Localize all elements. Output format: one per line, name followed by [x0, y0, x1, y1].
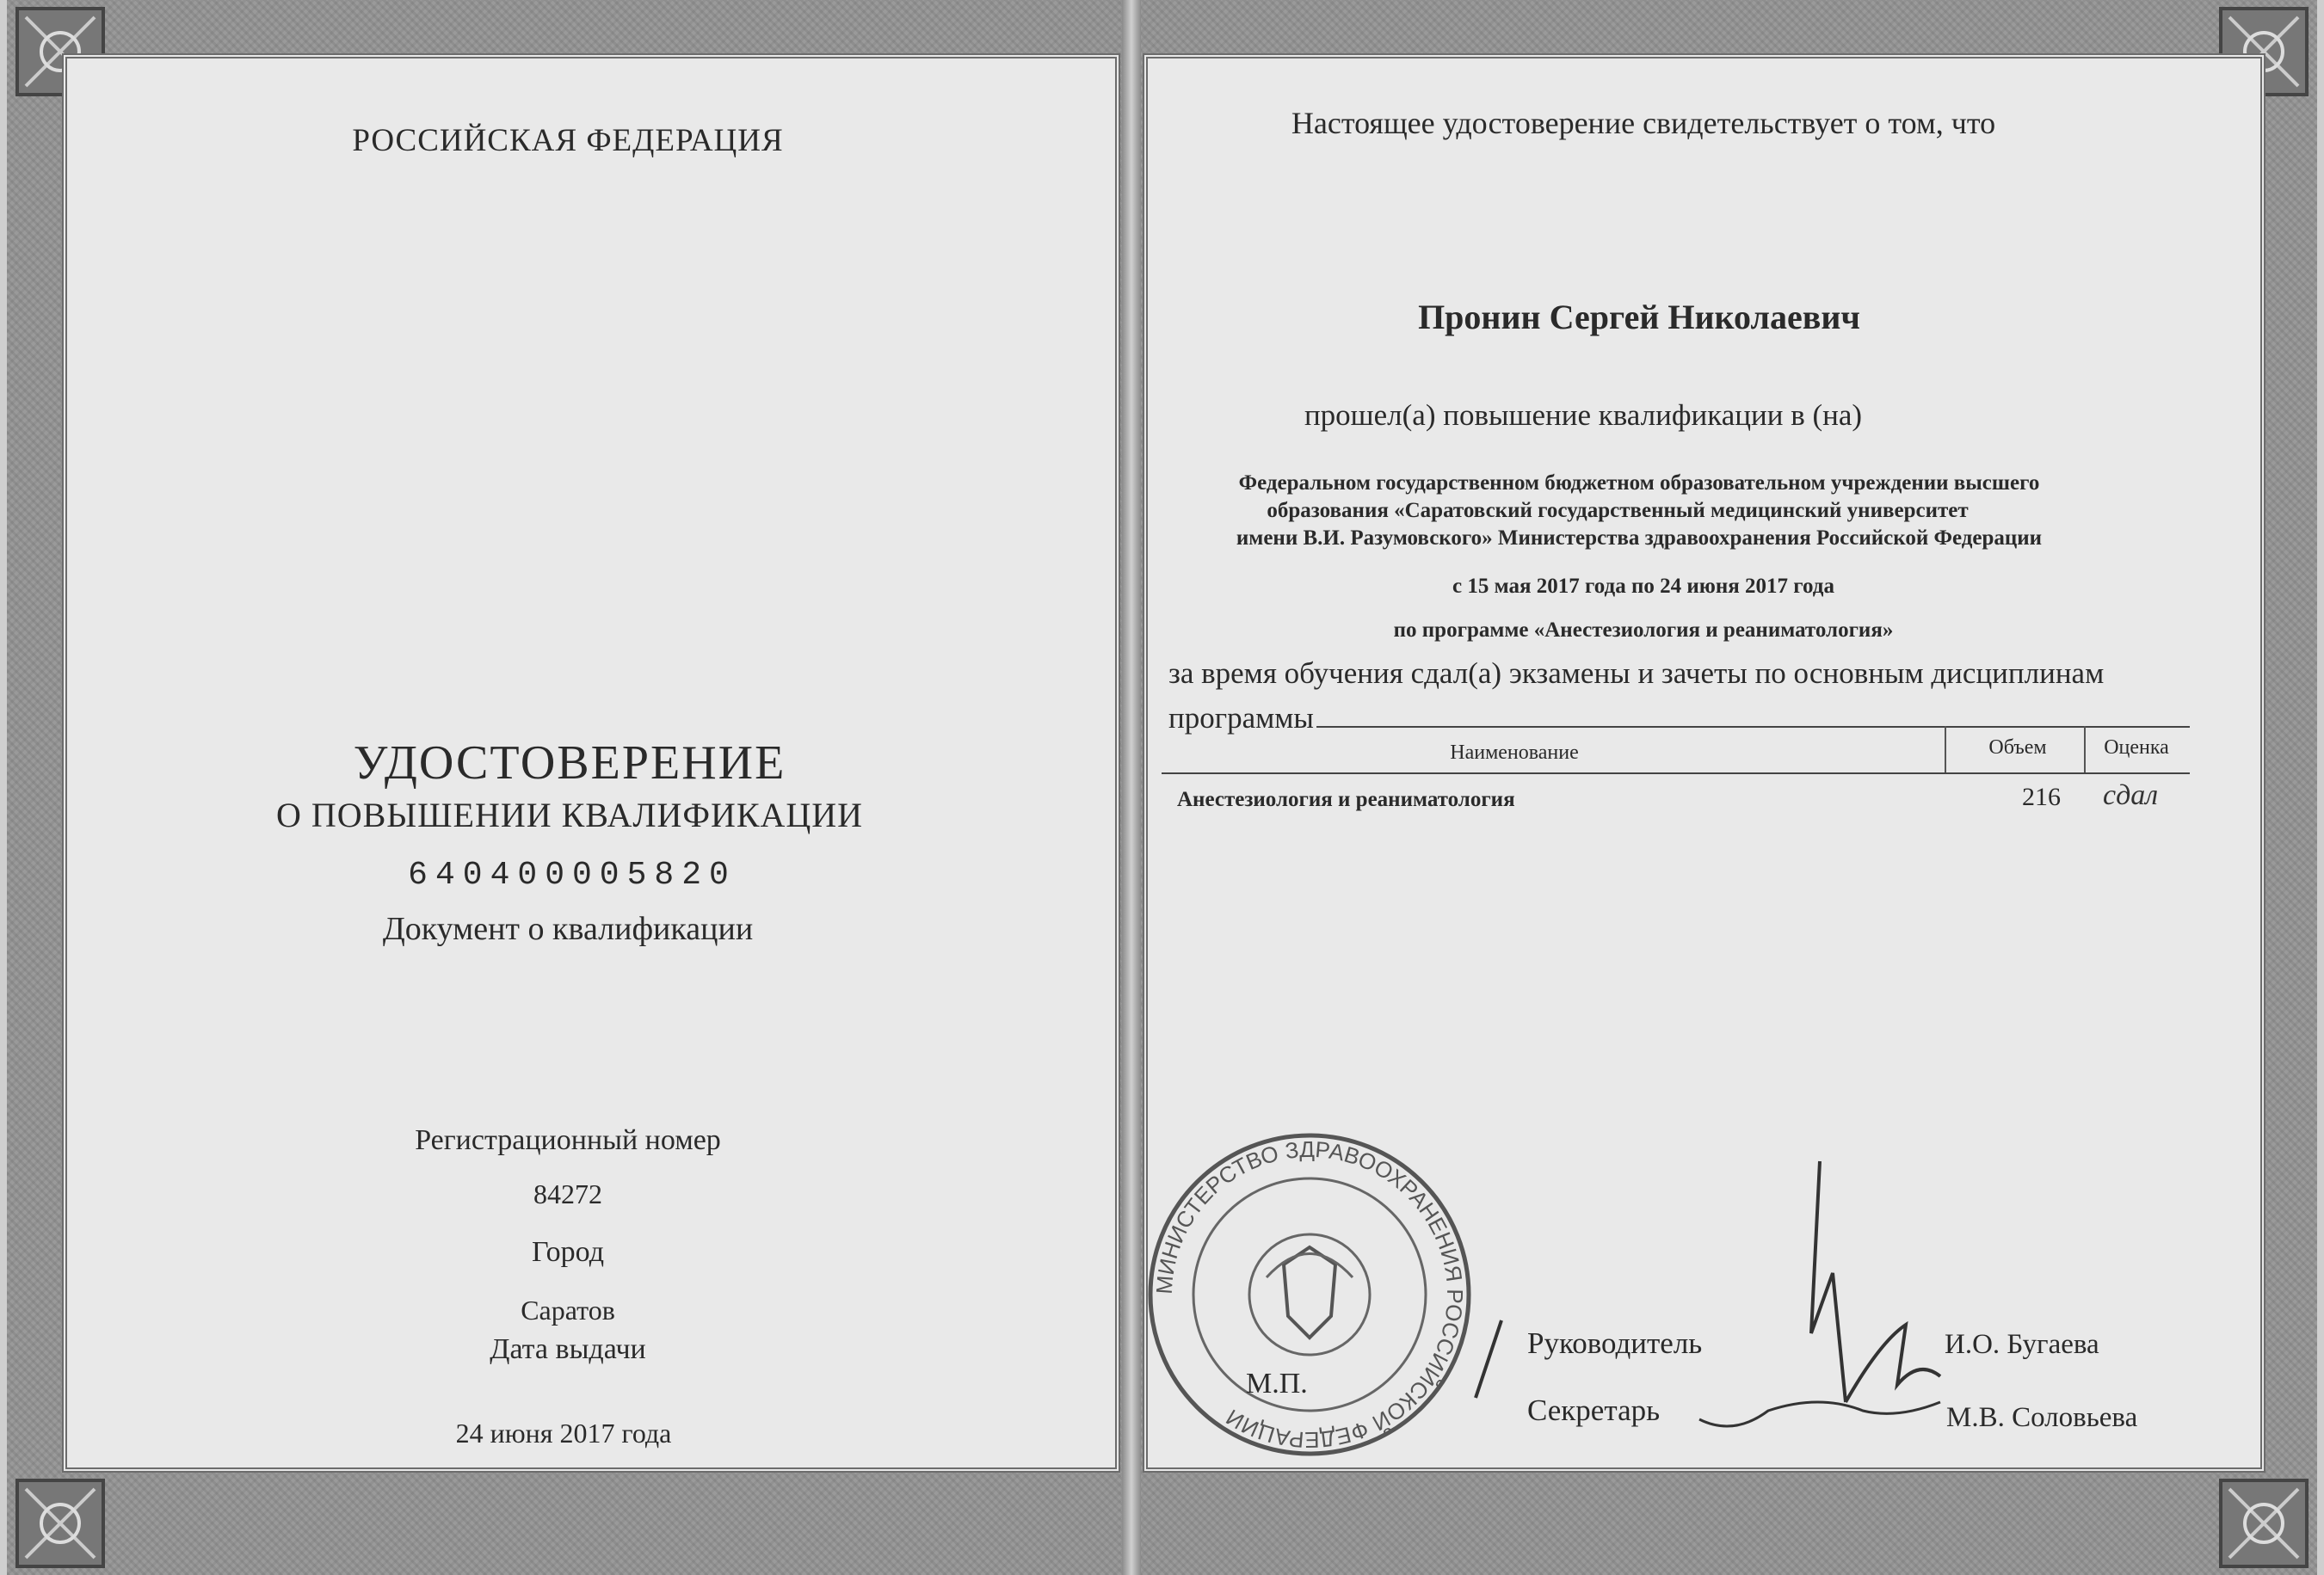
head-role: Руководитель: [1527, 1326, 1703, 1360]
study-period: с 15 мая 2017 года по 24 июня 2017 года: [1452, 575, 1834, 598]
table-column-divider: [1945, 726, 1946, 772]
issue-date-label: Дата выдачи: [490, 1333, 646, 1365]
stamp-text: МИНИСТЕРСТВО ЗДРАВООХРАНЕНИЯ РОССИЙСКОЙ ФЕДЕРАЦИИ: [1150, 1135, 1469, 1454]
institution-line: Федеральном государственном бюджетном образовательном учреждении высшего: [1238, 471, 2040, 495]
svg-text:МИНИСТЕРСТВО ЗДРАВООХРАНЕНИЯ Р: [1151, 1136, 1468, 1453]
table-row-volume: 216: [2022, 783, 2061, 811]
city: Саратов: [521, 1295, 615, 1326]
city-label: Город: [532, 1236, 604, 1268]
doc-type: Документ о квалификации: [382, 911, 754, 947]
secretary-role: Секретарь: [1527, 1394, 1661, 1427]
institution-line: имени В.И. Разумовского» Министерства здравоохранения Российской Федерации: [1236, 526, 2043, 550]
corner-ornament-icon: [2212, 1472, 2315, 1575]
table-row-name: Анестезиология и реаниматология: [1177, 788, 1515, 811]
program-name: по программе «Анестезиология и реаниматология»: [1393, 618, 1894, 642]
table-header-volume: Объем: [1988, 736, 2047, 759]
table-header-name: Наименование: [1450, 741, 1579, 764]
head-name: И.О. Бугаева: [1945, 1329, 2099, 1360]
table-row-grade: сдал: [2103, 779, 2159, 811]
reg-number-label: Регистрационный номер: [415, 1124, 721, 1156]
secretary-name: М.В. Соловьева: [1946, 1402, 2138, 1433]
country-heading: РОССИЙСКАЯ ФЕДЕРАЦИЯ: [352, 123, 784, 158]
doc-title: УДОСТОВЕРЕНИЕ: [353, 736, 786, 790]
table-top-rule: [1316, 726, 2190, 728]
doc-subtitle: О ПОВЫШЕНИИ КВАЛИФИКАЦИИ: [275, 796, 864, 834]
table-header-grade: Оценка: [2104, 736, 2169, 759]
serial-number: 640400005820: [408, 857, 737, 894]
table-header-rule: [1162, 772, 2190, 774]
intro-text: Настоящее удостоверение свидетельствует о том, что: [1291, 106, 1996, 140]
recipient-name: Пронин Сергей Николаевич: [1418, 298, 1860, 336]
completed-text: прошел(а) повышение квалификации в (на): [1304, 398, 1863, 432]
exams-text: за время обучения сдал(а) экзамены и зачеты по основным дисциплинам: [1168, 656, 2105, 690]
stamp-place-label: М.П.: [1246, 1368, 1308, 1400]
reg-number: 84272: [533, 1178, 602, 1209]
table-column-divider: [2084, 726, 2086, 772]
institution-line: образования «Саратовский государственный медицинский университет: [1267, 499, 1969, 522]
head-signature: [1682, 1153, 1966, 1445]
official-stamp: [1137, 1127, 1482, 1462]
issue-date: 24 июня 2017 года: [455, 1418, 672, 1449]
exams-text: программы: [1168, 701, 1314, 735]
pen-mark: [1463, 1316, 1514, 1402]
corner-ornament-icon: [9, 1472, 112, 1575]
